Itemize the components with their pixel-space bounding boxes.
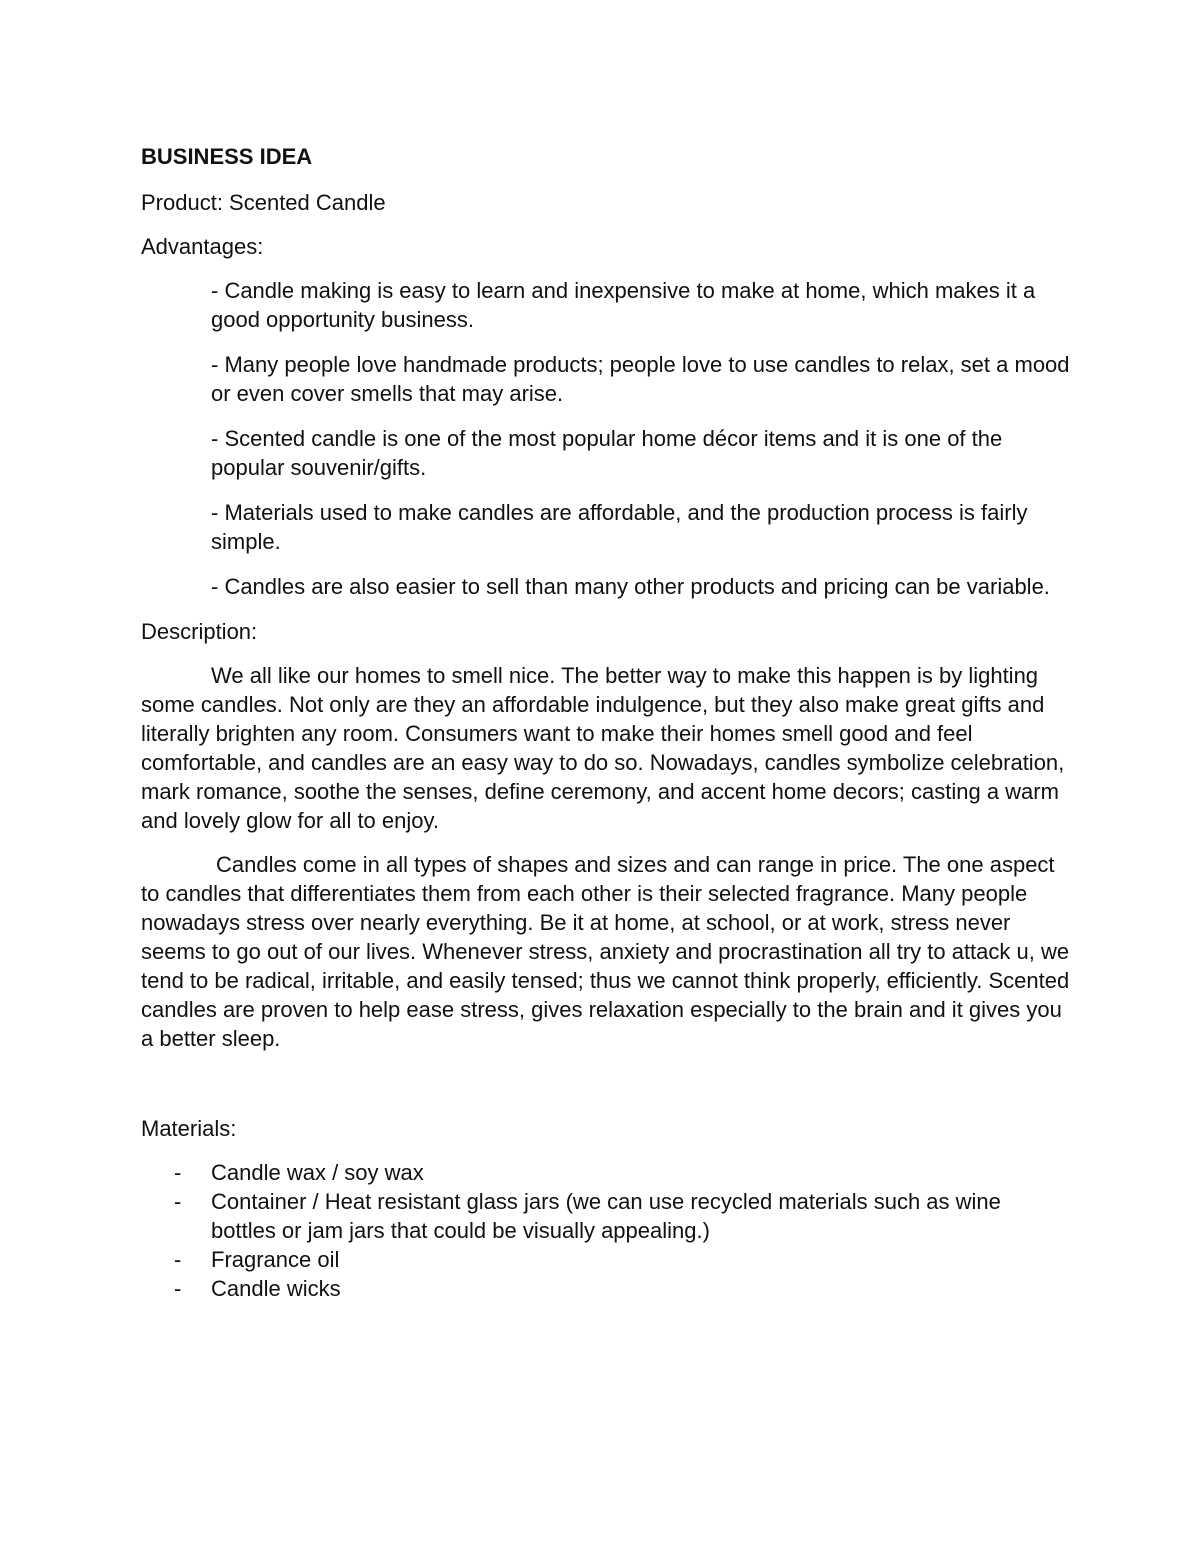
advantage-item: - Materials used to make candles are affordable, and the production process is fairly simple. [211, 500, 1028, 554]
bullet-dash: - [174, 1247, 182, 1272]
advantage-item: - Many people love handmade products; people love to use candles to relax, set a mood or even cover smells that may arise. [211, 352, 1070, 406]
material-item [141, 1187, 1071, 1245]
materials-list [141, 1158, 1071, 1303]
material-item [141, 1158, 1071, 1187]
bullet-dash: - [174, 1189, 182, 1214]
material-text: Container / Heat resistant glass jars (we can use recycled materials such as wine bottles or jam jars that could be visually appealing.) [211, 1189, 1001, 1243]
description-heading: Description: [141, 619, 258, 644]
advantage-item: - Scented candle is one of the most popular home décor items and it is one of the popular souvenir/gifts. [211, 426, 1003, 480]
bullet-dash: - [174, 1276, 182, 1301]
material-text: Candle wicks [211, 1276, 341, 1301]
advantage-item: - Candle making is easy to learn and inexpensive to make at home, which makes it a good opportunity business. [211, 278, 1036, 332]
document-title: BUSINESS IDEA [141, 144, 313, 169]
material-item [141, 1274, 1071, 1303]
blank-space [141, 1068, 1071, 1114]
advantages-heading: Advantages: [141, 234, 264, 259]
document-page [141, 140, 1071, 1303]
materials-heading: Materials: [141, 1116, 237, 1141]
material-text: Candle wax / soy wax [211, 1160, 424, 1185]
product-line: Product: Scented Candle [141, 190, 386, 215]
advantages-list [141, 276, 1071, 601]
bullet-dash: - [174, 1160, 182, 1185]
description-paragraph: Candles come in all types of shapes and sizes and can range in price. The one aspect to candles that differentiates them from each other is their selected fragrance. Many people nowadays stress over nearly everything. Be it at home, at school, or at work, stress never seems to go out of our lives. Whenever stress, anxiety and procrastination all try to attack u, we tend to be radical, irritable, and easily tensed; thus we cannot think properly, efficiently. Scented candles are proven to help ease stress, gives relaxation especially to the brain and it gives you a better sleep. [141, 852, 1070, 1051]
description-paragraph: We all like our homes to smell nice. The better way to make this happen is by lighting some candles. Not only are they an affordable indulgence, but they also make great gifts and literally brighten any room. Consumers want to make their homes smell good and feel comfortable, and candles are an easy way to do so. Nowadays, candles symbolize celebration, mark romance, soothe the senses, define ceremony, and accent home decors; casting a warm and lovely glow for all to enjoy. [141, 663, 1065, 833]
material-item [141, 1245, 1071, 1274]
material-text: Fragrance oil [211, 1247, 340, 1272]
advantage-item: - Candles are also easier to sell than many other products and pricing can be variable. [211, 574, 1050, 599]
